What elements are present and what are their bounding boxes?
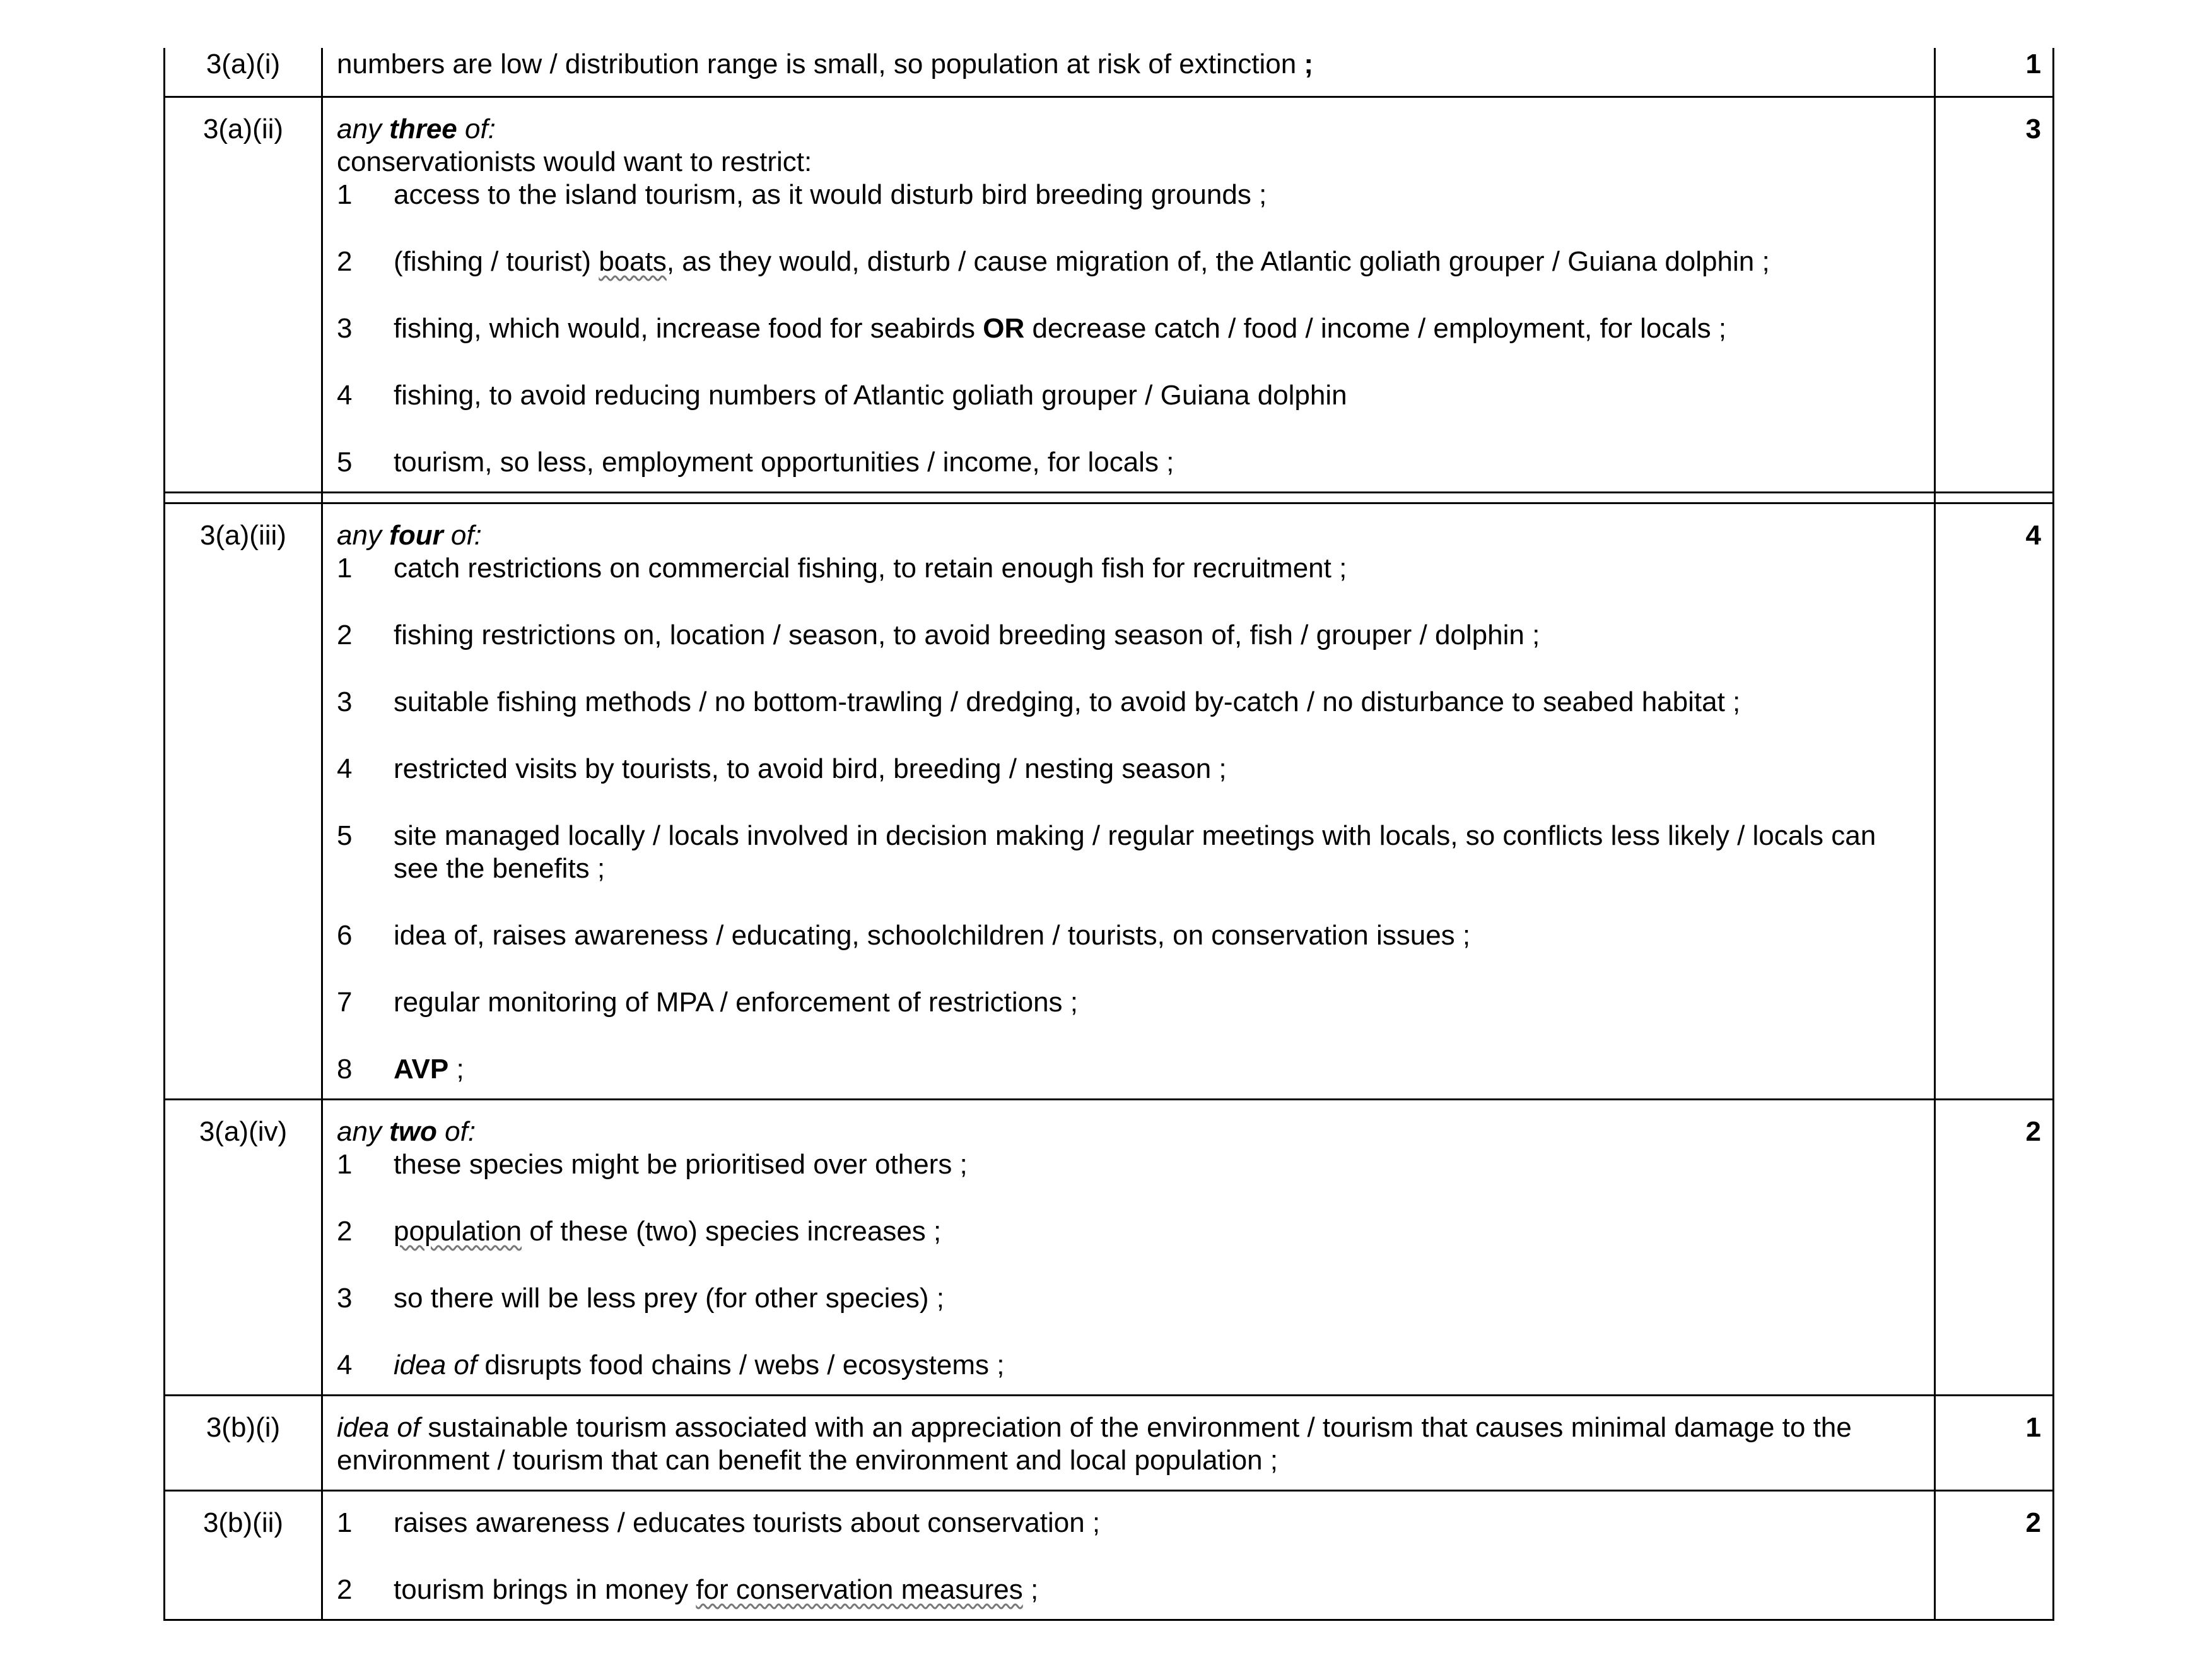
item-number: 4 [337,379,353,411]
marks-cell: 3 [1935,97,2054,492]
item-text-bold: AVP [394,1053,449,1085]
item-text: raises awareness / educates tourists about conservation ; [394,1507,1101,1538]
question-number: 3(b)(ii) [165,1490,322,1620]
list-item [337,312,1921,345]
list-item [337,1148,1921,1181]
item-number: 3 [337,686,353,717]
heading-count: two [389,1115,437,1147]
heading-of: of: [443,519,482,551]
item-number: 1 [337,1148,353,1180]
heading-count: three [389,113,457,144]
item-number: 4 [337,1349,353,1380]
answer-cell [322,1099,1935,1395]
item-number: 3 [337,1282,353,1314]
answer-cell [322,1395,1935,1490]
item-text-post: ; [1022,1574,1039,1605]
item-text: site managed locally / locals involved in decision making / regular meetings with locals, so conflicts less likely / locals can see the benefits ; [394,820,1876,884]
table-row [165,1395,2054,1490]
list-item [337,686,1921,719]
list-item [337,446,1921,479]
list-item [337,379,1921,412]
item-text: access to the island tourism, as it would disturb bird breeding grounds ; [394,179,1267,210]
item-text [394,312,1921,345]
item-text [394,245,1921,278]
list-item [337,1574,1921,1606]
item-number: 2 [337,1215,353,1247]
list-item [337,619,1921,652]
answer-cell [322,97,1935,492]
mark-scheme-table [163,48,2054,1621]
marks-cell: 4 [1935,503,2054,1099]
item-text [394,1574,1921,1606]
item-text: these species might be prioritised over others ; [394,1148,968,1180]
item-text: so there will be less prey (for other species) ; [394,1282,945,1314]
answer-text: numbers are low / distribution range is small, so population at risk of extinction [337,49,1304,79]
heading-of: of: [457,113,496,144]
item-text: fishing restrictions on, location / season, to avoid breeding season of, fish / grouper / dolphin ; [394,619,1540,650]
table-row [165,48,2054,97]
item-text-post: , as they would, disturb / cause migration of, the Atlantic goliath grouper / Guiana dolphin ; [666,245,1770,277]
item-text-post: decrease catch / food / income / employment, for locals ; [1024,312,1727,344]
question-number: 3(a)(iii) [165,503,322,1099]
list-item [337,1215,1921,1248]
answer-heading [337,113,1921,146]
item-text: regular monitoring of MPA / enforcement of restrictions ; [394,986,1078,1018]
answer-terminator: ; [1304,49,1314,79]
row-separator [165,492,2054,503]
item-text: suitable fishing methods / no bottom-trawling / dredging, to avoid by-catch / no disturbance to seabed habitat ; [394,686,1741,717]
item-number: 1 [337,179,353,210]
list-item [337,820,1921,885]
item-text-pre: fishing, which would, increase food for seabirds [394,312,983,344]
item-number: 5 [337,820,353,851]
item-text: fishing, to avoid reducing numbers of Atlantic goliath grouper / Guiana dolphin [394,379,1347,411]
item-number: 2 [337,1574,353,1605]
answer-cell [322,1490,1935,1620]
question-number: 3(a)(iv) [165,1099,322,1395]
item-number: 1 [337,1507,353,1538]
question-number: 3(a)(ii) [165,97,322,492]
answer-cell [322,503,1935,1099]
mark-scheme-page [163,48,2054,1621]
item-number: 6 [337,919,353,951]
item-number: 3 [337,312,353,344]
item-text-bold: OR [983,312,1025,344]
item-number: 2 [337,619,353,650]
answer-text: sustainable tourism associated with an appreciation of the environment / tourism that causes minimal damage to the environment / tourism that can benefit the environment and local population ; [337,1411,1852,1476]
answer-heading [337,519,1921,552]
question-number: 3(a)(i) [165,48,322,97]
item-text [394,1053,1921,1086]
table-row [165,97,2054,492]
item-text-pre: (fishing / tourist) [394,245,599,277]
spellcheck-flagged-word: for conservation measures [696,1574,1023,1605]
list-item [337,753,1921,786]
item-text: idea of, raises awareness / educating, schoolchildren / tourists, on conservation issues ; [394,919,1471,951]
item-text [394,1215,1921,1248]
list-item [337,1053,1921,1086]
list-item [337,1282,1921,1315]
heading-any: any [337,1115,390,1147]
item-text [394,1349,1921,1382]
heading-of: of: [436,1115,476,1147]
item-text: tourism, so less, employment opportunities / income, for locals ; [394,446,1174,478]
spellcheck-flagged-word: population [394,1215,522,1247]
item-text-post: of these (two) species increases ; [522,1215,942,1247]
heading-any: any [337,113,390,144]
table-row [165,503,2054,1099]
list-item [337,552,1921,585]
table-row [165,1490,2054,1620]
table-row [165,1099,2054,1395]
spellcheck-flagged-word: boats [599,245,667,277]
item-number: 8 [337,1053,353,1085]
item-text: restricted visits by tourists, to avoid bird, breeding / nesting season ; [394,753,1227,784]
list-item [337,245,1921,278]
list-item [337,1507,1921,1539]
item-text-italic: idea of [394,1349,477,1380]
answer-text-italic: idea of [337,1411,421,1443]
item-number: 2 [337,245,353,277]
item-number: 4 [337,753,353,784]
item-number: 1 [337,552,353,584]
marks-cell: 1 [1935,48,2054,97]
list-item [337,919,1921,952]
item-text-pre: tourism brings in money [394,1574,696,1605]
marks-cell: 1 [1935,1395,2054,1490]
answer-heading [337,1115,1921,1148]
item-number: 7 [337,986,353,1018]
answer-lead: conservationists would want to restrict: [337,146,812,177]
answer-cell [322,48,1935,97]
item-text-post: disrupts food chains / webs / ecosystems ; [477,1349,1005,1380]
list-item [337,1349,1921,1382]
item-text-post: ; [448,1053,464,1085]
item-text: catch restrictions on commercial fishing, to retain enough fish for recruitment ; [394,552,1347,584]
heading-any: any [337,519,390,551]
marks-cell: 2 [1935,1490,2054,1620]
marks-cell: 2 [1935,1099,2054,1395]
heading-count: four [389,519,443,551]
question-number: 3(b)(i) [165,1395,322,1490]
item-number: 5 [337,446,353,478]
list-item [337,179,1921,211]
list-item [337,986,1921,1019]
